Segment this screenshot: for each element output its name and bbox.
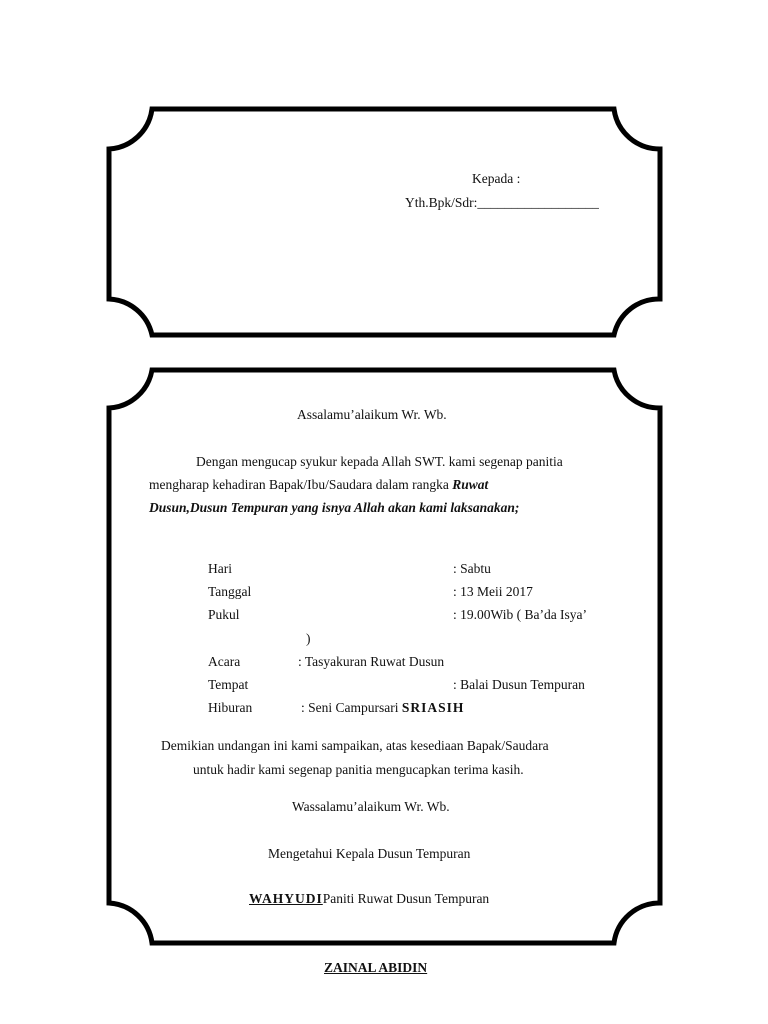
signer-2-title: Paniti Ruwat Dusun Tempuran [322,891,490,906]
value-acara: : Tasyakuran Ruwat Dusun [298,654,445,669]
envelope-border [109,109,660,335]
recipient-line: Yth.Bpk/Sdr:__________________ [405,195,599,210]
label-acara: Acara [208,654,241,669]
value-hiburan [301,699,464,717]
label-hari: Hari [208,561,232,576]
intro-line-3: Dusun,Dusun Tempuran yang isnya Allah akan kami laksanakan; [149,500,520,515]
closing-line-1: Demikian undangan ini kami sampaikan, atas kesediaan Bapak/Saudara [161,738,549,753]
greeting: Assalamu’alaikum Wr. Wb. [297,407,447,422]
closing-salutation: Wassalamu’alaikum Wr. Wb. [292,799,450,814]
closing-line-2: untuk hadir kami segenap panitia mengucapkan terima kasih. [193,762,524,777]
acknowledgement: Mengetahui Kepala Dusun Tempuran [268,846,471,861]
signer-2-name: ZAINAL ABIDIN [324,960,428,975]
event-name-emphasis: Ruwat [452,477,489,492]
recipient-heading: Kepada : [472,171,521,186]
value-hiburan-text: : Seni Campursari [301,700,402,715]
intro-line-2-text: mengharap kehadiran Bapak/Ibu/Saudara dalam rangka [149,477,453,492]
value-pukul-continued: ) [306,631,311,646]
value-pukul: : 19.00Wib ( Ba’da Isya’ [453,607,588,622]
label-tanggal: Tanggal [208,584,252,599]
value-tempat: : Balai Dusun Tempuran [453,677,585,692]
signer-1-name: WAHYUDI [249,891,323,906]
value-hari: : Sabtu [453,561,491,576]
signature-line [249,890,489,908]
intro-line-1: Dengan mengucap syukur kepada Allah SWT. kami segenap panitia [196,454,563,469]
performer-name: SRIASIH [401,700,465,715]
label-tempat: Tempat [208,677,249,692]
label-hiburan: Hiburan [208,700,253,715]
value-tanggal: : 13 Meii 2017 [453,584,533,599]
label-pukul: Pukul [208,607,240,622]
intro-line-2 [149,476,488,494]
